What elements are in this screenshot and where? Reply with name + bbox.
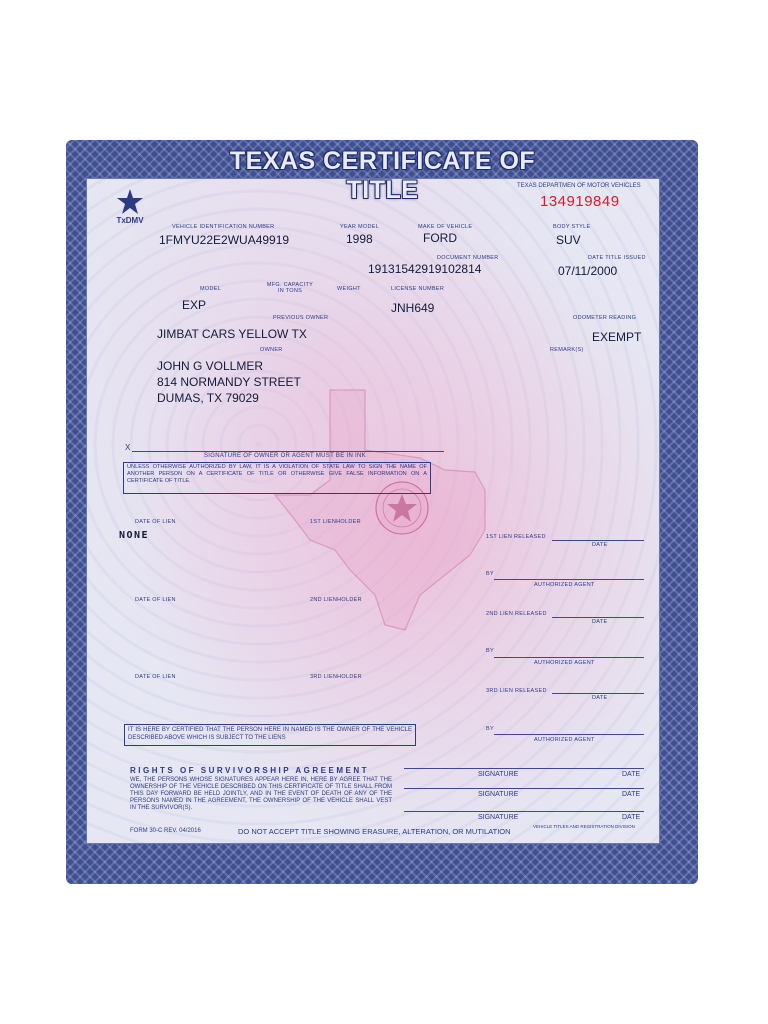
body-style-value: SUV	[556, 233, 581, 247]
lien-1-released-line	[552, 540, 644, 541]
lien-2-by-label: BY	[486, 648, 494, 654]
survivorship-date-2: DATE	[622, 791, 641, 798]
survivorship-date-3: DATE	[622, 814, 641, 821]
date-of-lien-3-label: DATE OF LIEN	[135, 674, 176, 680]
logo-text: TxDMV	[116, 216, 144, 225]
lien-1-agent-label: AUTHORIZED AGENT	[534, 582, 595, 588]
document-title: TEXAS CERTIFICATE OF TITLE	[229, 147, 536, 204]
body-style-label: BODY STYLE	[553, 224, 591, 230]
make-label: MAKE OF VEHICLE	[418, 224, 473, 230]
survivorship-heading: RIGHTS OF SURVIVORSHIP AGREEMENT	[130, 766, 369, 775]
survivorship-text: WE, THE PERSONS WHOSE SIGNATURES APPEAR HERE IN, HERE BY AGREE THAT THE OWNERSHIP OF THE VEHICLE DESCRIBED ON THIS CERTIFICATE OF TITLE SHALL FROM THIS DAY FORWARD BE HELD JOINTLY, AND IN THE EVENT OF DEATH OF ANY OF THE PERSONS NAMED IN THE AGREEMENT, THE OWNERSHIP OF THE VEHICLE SHALL VEST IN THE SURVIVOR(S).	[130, 777, 392, 811]
date-of-lien-1-label: DATE OF LIEN	[135, 519, 176, 525]
vin-label: VEHICLE IDENTIFICATION NUMBER	[172, 224, 275, 230]
license-number-value: JNH649	[391, 301, 435, 315]
lien-3-by-label: BY	[486, 726, 494, 732]
texas-map-watermark	[270, 380, 530, 640]
lien-3-date-label: DATE	[592, 695, 608, 701]
lien-2-released-line	[552, 617, 644, 618]
lien-1-value: NONE	[119, 530, 150, 541]
odometer-reading-label: ODOMETER READING	[573, 315, 637, 321]
lien-2-agent-label: AUTHORIZED AGENT	[534, 660, 595, 666]
certification-box: IT IS HERE BY CERTIFIED THAT THE PERSON HERE IN NAMED IS THE OWNER OF THE VEHICLE DESCRIBED ABOVE WHICH IS SUBJECT TO THE LIENS	[124, 724, 416, 746]
signature-x-mark: X	[125, 443, 131, 452]
mfg-capacity-label: MFG. CAPACITY IN TONS	[266, 282, 314, 294]
year-model-label: YEAR MODEL	[340, 224, 380, 230]
odometer-reading-value: EXEMPT	[592, 330, 642, 344]
lien-1-date-label: DATE	[592, 542, 608, 548]
serial-number: 134919849	[540, 193, 620, 210]
remarks-label: REMARK(S)	[550, 347, 584, 353]
owner-signature-line	[132, 451, 444, 452]
document-number-value: 19131542919102814	[368, 262, 482, 276]
survivorship-signature-2: SIGNATURE	[478, 791, 519, 798]
owner-city-state-zip: DUMAS, TX 79029	[157, 391, 259, 405]
lien-1-agent-line	[494, 579, 644, 580]
previous-owner-label: PREVIOUS OWNER	[273, 315, 329, 321]
division-name: VEHICLE TITLES AND REGISTRATION DIVISION	[533, 824, 635, 829]
lien-1-released-label: 1ST LIEN RELEASED	[486, 534, 546, 540]
lien-3-agent-line	[494, 734, 644, 735]
lien-1-by-label: BY	[486, 571, 494, 577]
footer-warning: DO NOT ACCEPT TITLE SHOWING ERASURE, ALTERATION, OR MUTILATION	[238, 827, 511, 836]
make-value: FORD	[423, 231, 457, 245]
lien-2-released-label: 2ND LIEN RELEASED	[486, 611, 547, 617]
document-number-label: DOCUMENT NUMBER	[437, 255, 499, 261]
date-title-issued-value: 07/11/2000	[558, 264, 618, 278]
lienholder-2-label: 2ND LIENHOLDER	[310, 597, 362, 603]
survivorship-line-2	[404, 788, 644, 789]
lien-3-released-label: 3RD LIEN RELEASED	[486, 688, 547, 694]
lienholder-1-label: 1ST LIENHOLDER	[310, 519, 361, 525]
owner-name: JOHN G VOLLMER	[157, 359, 264, 373]
weight-label: WEIGHT	[337, 286, 361, 292]
form-number: FORM 30-C REV. 04/2016	[130, 828, 201, 834]
department-name: TEXAS DEPARTMEN OF MOTOR VEHICLES	[517, 183, 641, 189]
survivorship-line-3	[404, 811, 644, 812]
survivorship-signature-1: SIGNATURE	[478, 771, 519, 778]
lienholder-3-label: 3RD LIENHOLDER	[310, 674, 362, 680]
lien-2-agent-line	[494, 657, 644, 658]
signature-label: SIGNATURE OF OWNER OR AGENT MUST BE IN INK	[204, 453, 366, 459]
survivorship-date-1: DATE	[622, 771, 641, 778]
model-label: MODEL	[200, 286, 222, 292]
lien-3-agent-label: AUTHORIZED AGENT	[534, 737, 595, 743]
date-title-issued-label: DATE TITLE ISSUED	[588, 255, 646, 261]
survivorship-line-1	[404, 768, 644, 769]
year-model-value: 1998	[346, 232, 373, 246]
vin-value: 1FMYU22E2WUA49919	[159, 233, 290, 247]
signature-warning-box: UNLESS OTHERWISE AUTHORIZED BY LAW, IT IS A VIOLATION OF STATE LAW TO SIGN THE NAME OF ANOTHER PERSON ON A CERTIFICATE OF TITLE OR OTHERWISE GIVE FALSE INFORMATION ON A CERTIFICATE OF TITLE.	[123, 462, 431, 494]
owner-street: 814 NORMANDY STREET	[157, 375, 301, 389]
lien-2-date-label: DATE	[592, 619, 608, 625]
model-value: EXP	[182, 298, 207, 312]
license-number-label: LICENSE NUMBER	[391, 286, 445, 292]
lien-3-released-line	[552, 693, 644, 694]
previous-owner-value: JIMBAT CARS YELLOW TX	[157, 327, 307, 341]
survivorship-signature-3: SIGNATURE	[478, 814, 519, 821]
date-of-lien-2-label: DATE OF LIEN	[135, 597, 176, 603]
owner-label: OWNER	[260, 347, 283, 353]
txdmv-logo-icon	[112, 186, 148, 226]
